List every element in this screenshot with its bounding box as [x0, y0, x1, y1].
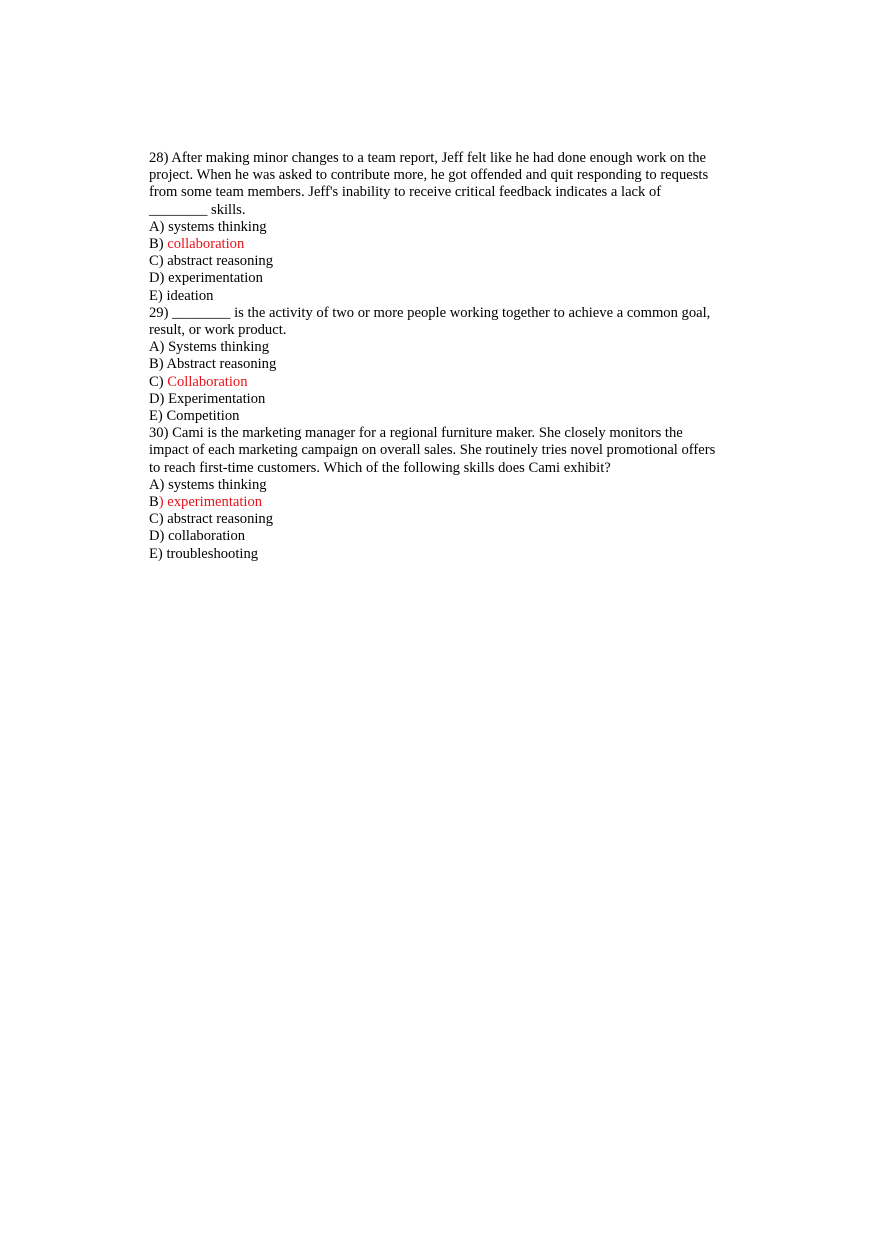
option-e: [149, 408, 749, 425]
option-text: ideation: [166, 287, 214, 304]
option-list: [149, 477, 749, 563]
option-d: [149, 270, 749, 287]
option-text: systems thinking: [168, 476, 267, 493]
option-letter: C): [149, 373, 168, 390]
option-a: [149, 219, 749, 236]
option-c: [149, 253, 749, 270]
option-a: [149, 477, 749, 494]
option-text: Competition: [166, 408, 240, 425]
option-letter: E): [149, 287, 167, 304]
option-text: troubleshooting: [166, 545, 259, 562]
question-29: [149, 305, 749, 425]
option-letter: C): [149, 253, 168, 270]
option-text: abstract reasoning: [167, 511, 274, 528]
option-b: [149, 494, 749, 511]
option-letter: E): [149, 408, 167, 425]
option-letter: B): [149, 236, 168, 253]
option-c: [149, 374, 749, 391]
question-text-line: from some team members. Jeff's inability to receive critical feedback indicates a lack of: [149, 184, 662, 201]
question-text: [149, 425, 749, 477]
option-c: [149, 511, 749, 528]
option-letter: B: [149, 494, 159, 511]
option-text: Experimentation: [168, 390, 266, 407]
question-text-line: to reach first-time customers. Which of the following skills does Cami exhibit?: [149, 459, 611, 476]
option-text: systems thinking: [168, 218, 267, 235]
option-text: abstract reasoning: [167, 253, 274, 270]
question-30: [149, 425, 749, 563]
option-text: Systems thinking: [168, 339, 270, 356]
correct-answer-text: collaboration: [167, 236, 245, 253]
option-d: [149, 391, 749, 408]
question-text-line: 30) Cami is the marketing manager for a regional furniture maker. She closely monitors the: [149, 425, 683, 442]
option-letter: A): [149, 476, 169, 493]
question-text: [149, 150, 749, 219]
option-letter: D): [149, 390, 169, 407]
option-list: [149, 339, 749, 425]
option-text: experimentation: [168, 270, 263, 287]
option-a: [149, 339, 749, 356]
option-e: [149, 288, 749, 305]
question-28: [149, 150, 749, 305]
option-letter: A): [149, 218, 169, 235]
correct-answer-text: Collaboration: [167, 373, 248, 390]
question-text: [149, 305, 749, 339]
option-e: [149, 546, 749, 563]
option-letter: D): [149, 528, 169, 545]
option-b: [149, 356, 749, 373]
question-text-line: project. When he was asked to contribute more, he got offended and quit responding to requests: [149, 167, 709, 184]
question-text-line: ________ skills.: [149, 201, 246, 218]
option-letter: E): [149, 545, 167, 562]
option-text: collaboration: [168, 528, 246, 545]
option-letter: D): [149, 270, 169, 287]
option-letter: A): [149, 339, 169, 356]
option-letter: B): [149, 356, 167, 373]
option-list: [149, 219, 749, 305]
question-text-line: 28) After making minor changes to a team report, Jeff felt like he had done enough work on the: [149, 150, 706, 166]
question-text-line: result, or work product.: [149, 322, 287, 339]
option-b: [149, 236, 749, 253]
option-text: Abstract reasoning: [166, 356, 277, 373]
question-text-line: 29) ________ is the activity of two or more people working together to achieve a common goal,: [149, 304, 711, 321]
option-letter: C): [149, 511, 168, 528]
question-list: [149, 150, 749, 563]
option-d: [149, 528, 749, 545]
question-text-line: impact of each marketing campaign on overall sales. She routinely tries novel promotional offers: [149, 442, 716, 459]
correct-answer-text: ) experimentation: [158, 494, 263, 511]
